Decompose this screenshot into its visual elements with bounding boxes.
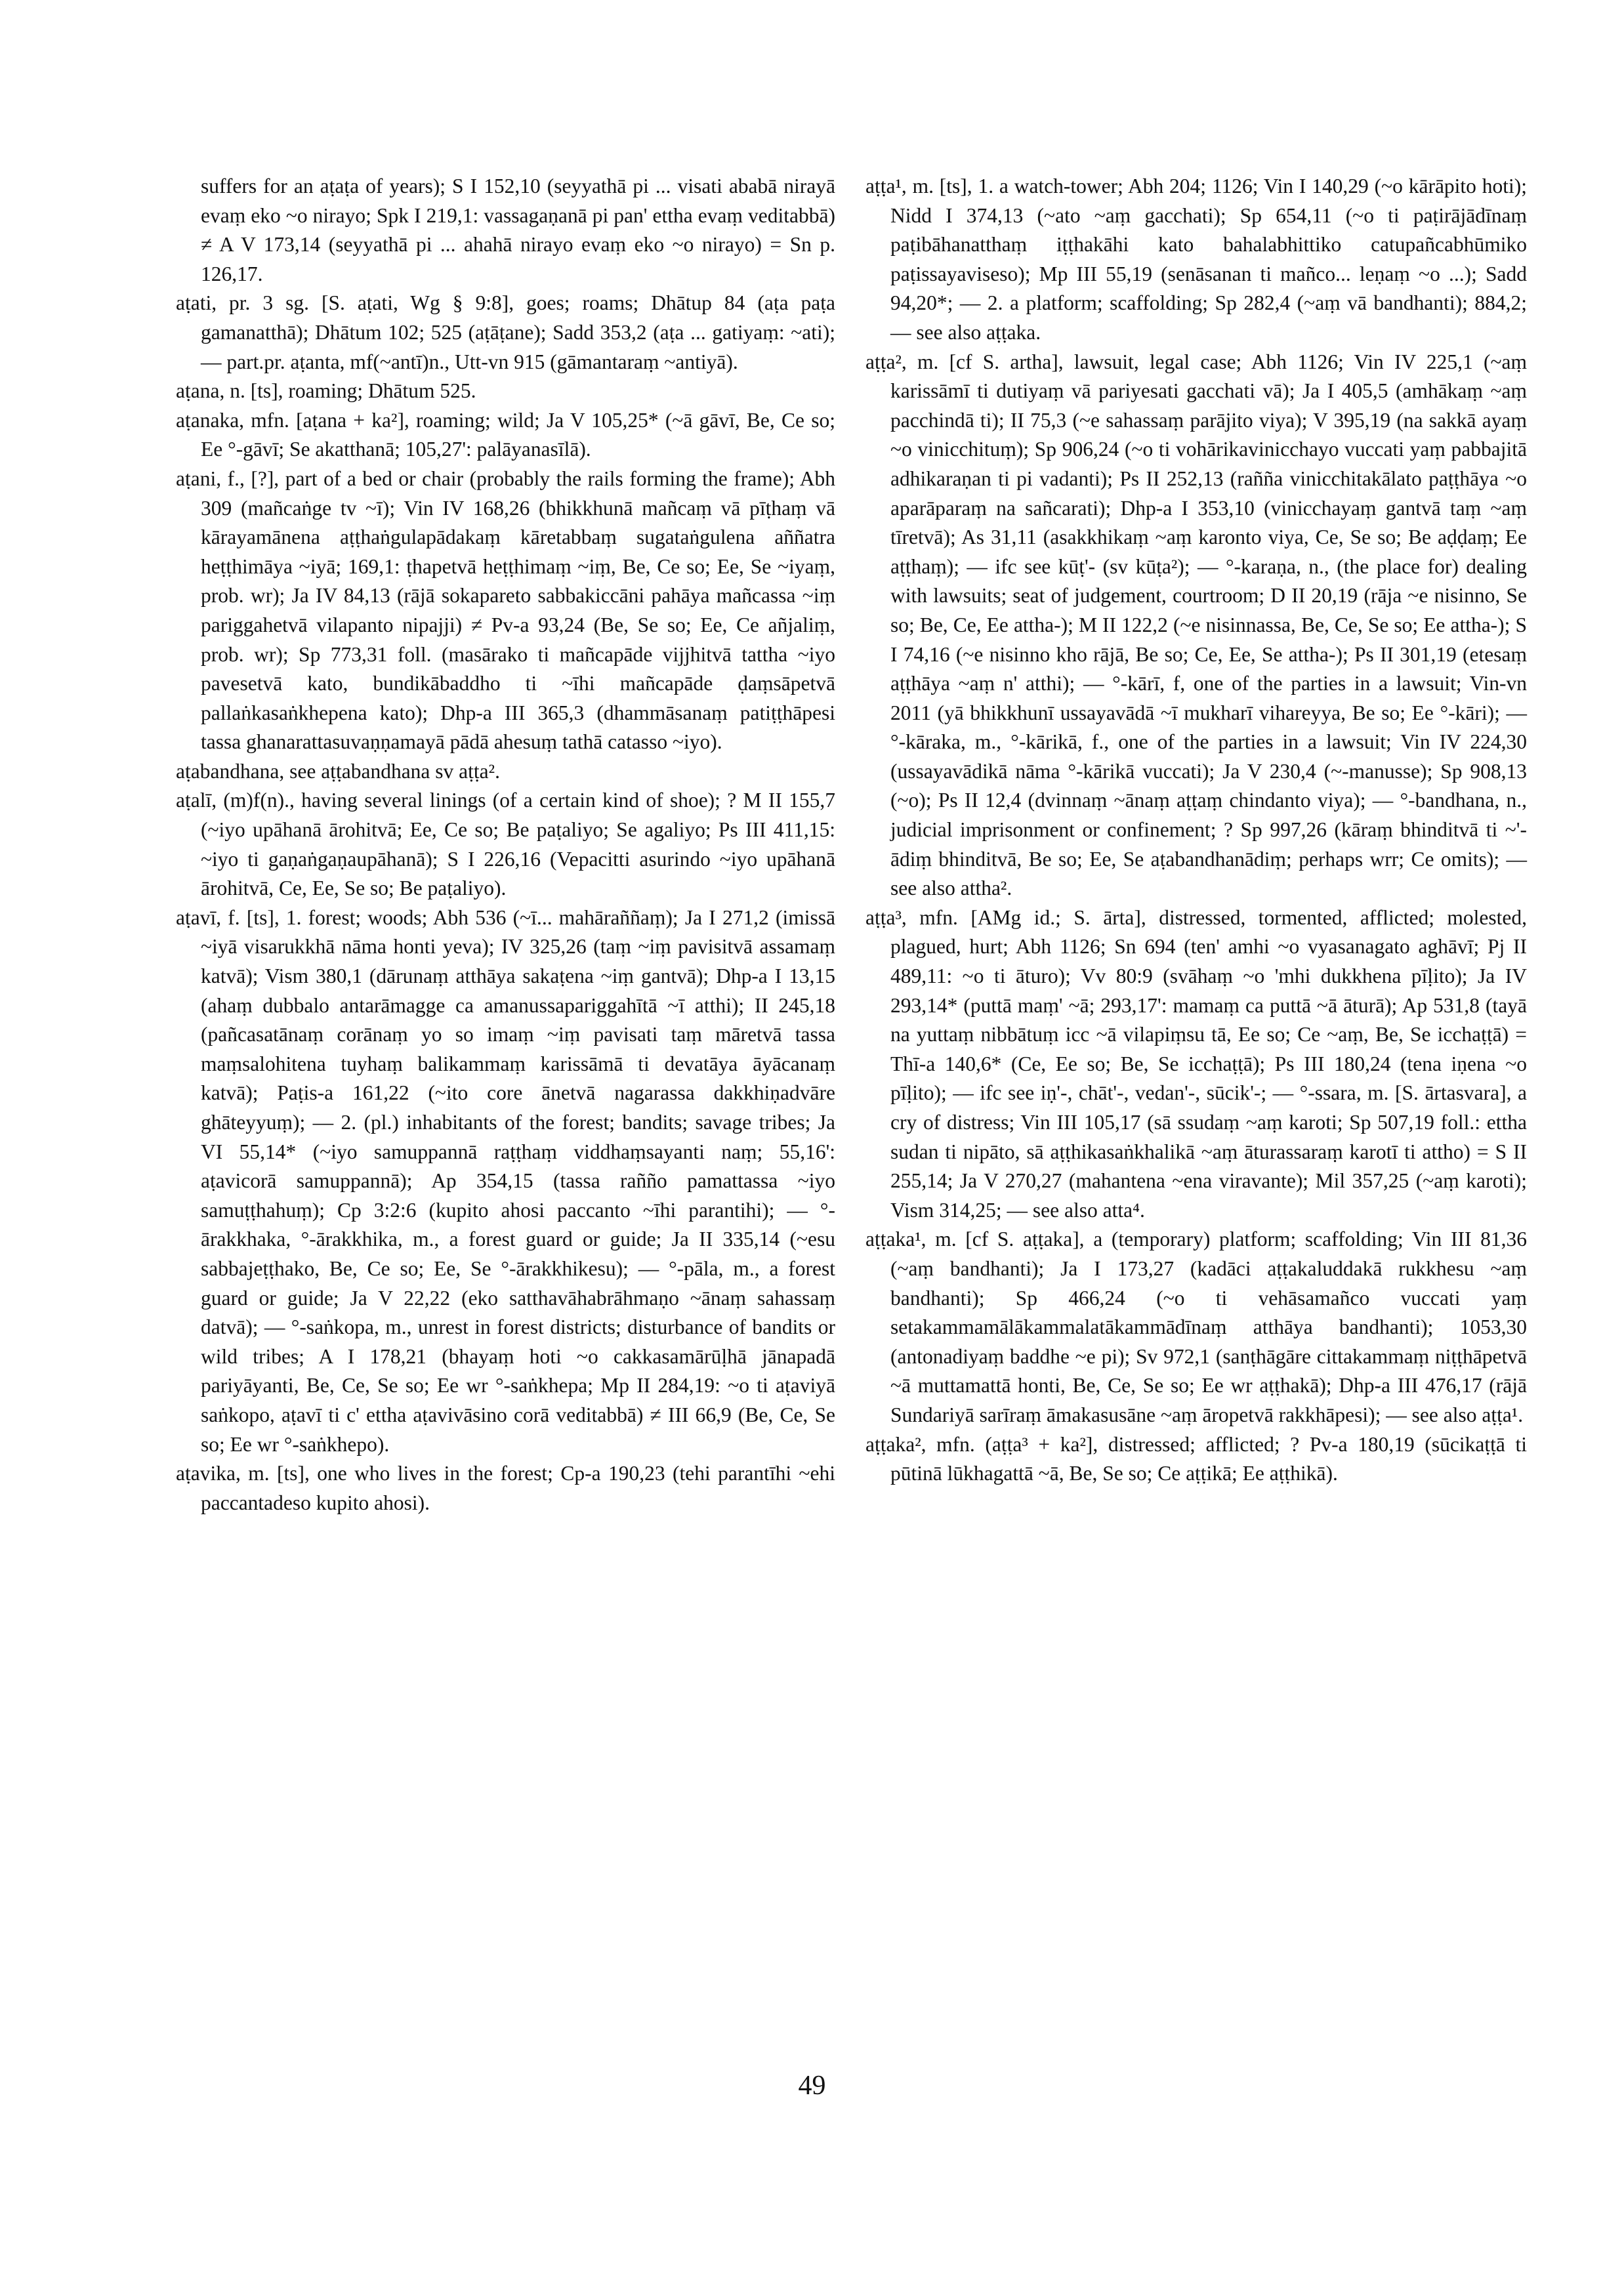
entry-atana: aṭana, n. [ts], roaming; Dhātum 525. <box>176 379 476 403</box>
entry-atavika: aṭavika, m. [ts], one who lives in the forest; Cp-a 190,23 (tehi parantīhi ~ehi paccantadeso kupito ahosi). <box>176 1462 835 1514</box>
entry-atta-1: aṭṭa¹, m. [ts], 1. a watch-tower; Abh 204; 1126; Vin I 140,29 (~o kārāpito hoti); Nidd I 374,13 (~ato ~aṃ gacchati); Sp 654,11 (~o ti paṭirājādīnaṃ paṭibāhanatthaṃ iṭṭhakāhi kato bahalabhittiko catupañcabhūmiko paṭissayaviseso); Mp III 55,19 (senāsanan ti mañco... leṇaṃ ~o ...); Sadd 94,20*; — 2. a platform; scaffolding; Sp 282,4 (~aṃ vā bandhanti); 884,2; — see also aṭṭaka. <box>865 175 1527 344</box>
left-column <box>176 172 835 1518</box>
entry-atanaka: aṭanaka, mfn. [aṭana + ka²], roaming; wild; Ja V 105,25* (~ā gāvī, Be, Ce so; Ee °-gāvī; Se akatthanā; 105,27': palāyanasīlā). <box>176 408 835 461</box>
entry-continuation: suffers for an aṭaṭa of years); S I 152,10 (seyyathā pi ... visati ababā nirayā evaṃ eko ~o nirayo; Spk I 219,1: vassagaṇanā pi pan' ettha evaṃ veditabbā) ≠ A V 173,14 (seyyathā pi ... ahahā nirayo evaṃ eko ~o nirayo) = Sn p. 126,17. <box>201 175 835 285</box>
entry-atta-3: aṭṭa³, mfn. [AMg id.; S. ārta], distressed, tormented, afflicted; molested, plagued, hurt; Abh 1126; Sn 694 (ten' amhi ~o vyasanagato aghāvī; Pj II 489,11: ~o ti āturo); Vv 80:9 (svāhaṃ ~o 'mhi dukkhena pīḷito); Ja IV 293,14* (puttā maṃ' ~ā; 293,17': mamaṃ ca puttā ~ā āturā); Ap 531,8 (tayā na yuttaṃ nibbātuṃ icc ~ā vilapiṃsu tā, Ee so; Ce ~aṃ, Be, Se icchaṭṭā) = Thī-a 140,6* (Ce, Ee so; Be, Se icchaṭṭā); Ps III 180,24 (tena iṇena ~o pīḷito); — ifc see iṇ'-, chāt'-, vedan'-, sūcik'-; — °-ssara, m. [S. ārtasvara], a cry of distress; Vin III 105,17 (sā ssudaṃ ~aṃ karoti; Sp 507,19 foll.: ettha sudan ti nipāto, sā aṭṭhikasaṅkhalikā ~aṃ āturassaraṃ karotī ti attho) = S II 255,14; Ja V 270,27 (mahantena ~ena viravante); Mil 357,25 (~aṃ karoti); Vism 314,25; — see also atta⁴. <box>865 905 1527 1222</box>
entry-attaka-1: aṭṭaka¹, m. [cf S. aṭṭaka], a (temporary) platform; scaffolding; Vin III 81,36 (~aṃ bandhanti); Ja I 173,27 (kadāci aṭṭakaluddakā rukkhesu ~aṃ bandhanti); Sp 466,24 (~o ti vehāsamañco vuccati yaṃ setakammamālākammalatākammādīnaṃ atthāya bandhanti); 1053,30 (antonadiyaṃ baddhe ~e pi); Sv 972,1 (sanṭhāgāre cittakammaṃ niṭṭhāpetvā ~ā muttamattā honti, Be, Ce, Se so; Ee wr aṭṭhakā); Dhp-a III 476,17 (rājā Sundariyā sarīraṃ āmakasusāne ~aṃ āropetvā rakkhāpesi); — see also aṭṭa¹. <box>865 1228 1527 1426</box>
entry-atavi: aṭavī, f. [ts], 1. forest; woods; Abh 536 (~ī... mahāraññaṃ); Ja I 271,2 (imissā ~iyā visarukkhā nāma honti yeva); IV 325,26 (taṃ ~iṃ pavisitvā assamaṃ katvā); Vism 380,1 (dārunaṃ atthāya sakaṭena ~iṃ gantvā); Dhp-a I 13,15 (ahaṃ dubbalo antarāmagge ca amanussapariggahītā ~ī atthi); II 245,18 (pañcasatānaṃ corānaṃ yo so imaṃ ~iṃ pavisati taṃ māretvā tassa maṃsalohitena tuyhaṃ balikammaṃ karissāmā ti devatāya āyācanaṃ katvā); Paṭis-a 161,22 (~ito core ānetvā nagarassa dakkhiṇadvāre ghāteyyuṃ); — 2. (pl.) inhabitants of the forest; bandits; savage tribes; Ja VI 55,14* (~iyo samuppannā raṭṭhaṃ viddhaṃsayanti naṃ; 55,16': aṭavicorā samuppannā); Ap 354,15 (tassa rañño pamattassa ~iyo samuṭṭhahuṃ); Cp 3:2:6 (kupito ahosi paccanto ~īhi parantihi); — °-ārakkhaka, °-ārakkhika, m., a forest guard or guide; Ja II 335,14 (~esu sabbajeṭṭhako, Be, Ce so; Ee, Se °-ārakkhikesu); — °-pāla, m., a forest guard or guide; Ja V 22,22 (eko satthavāhabrāhmaṇo ~ānaṃ sahassaṃ datvā); — °-saṅkopa, m., unrest in forest districts; disturbance of bandits or wild tribes; A I 178,21 (bhayaṃ hoti ~o cakkasamārūḷhā jānapadā pariyāyanti, Be, Ce, Se so; Ee wr °-saṅkhepa; Mp II 284,19: ~o ti aṭaviyā saṅkopo, aṭavī ti c' ettha aṭavivāsino corā veditabbā) ≠ III 66,9 (Be, Ce, Se so; Ee wr °-saṅkhepo). <box>176 905 835 1456</box>
entry-atani: aṭani, f., [?], part of a bed or chair (probably the rails forming the frame); Abh 309 (mañcaṅge tv ~ī); Vin IV 168,26 (bhikkhunā mañcaṃ vā pīṭhaṃ vā kārayamānena aṭṭhaṅgulapādakaṃ kāretabbaṃ sugataṅgulena aññatra heṭṭhimāya ~iyā; 169,1: ṭhapetvā heṭṭhimaṃ ~iṃ, Be, Ce so; Ee, Se ~iyaṃ, prob. wr); Ja IV 84,13 (rājā sokapareto sabbakiccāni pahāya mañcassa ~iṃ pariggahetvā vilapanto nipajji) ≠ Pv-a 93,24 (Be, Se so; Ee, Ce añjaliṃ, prob. wr); Sp 773,31 foll. (masārako ti mañcapāde vijjhitvā tattha ~iyo pavesetvā kato, bundikābaddho ti ~īhi mañcapāde ḍaṃsāpetvā pallaṅkasaṅkhepena kato); Dhp-a III 365,3 (dhammāsanaṃ patiṭṭhāpesi tassa ghanarattasuvaṇṇamayā pādā ahesuṃ tathā catasso ~iyo). <box>176 466 835 754</box>
entry-attaka-2: aṭṭaka², mfn. (aṭṭa³ + ka²], distressed; afflicted; ? Pv-a 180,19 (sūcikaṭṭā ti pūtinā lūkhagattā ~ā, Be, Se so; Ce aṭṭikā; Ee aṭṭhikā). <box>865 1432 1527 1485</box>
entry-atabandhana: aṭabandhana, see aṭṭabandhana sv aṭṭa². <box>176 759 500 783</box>
entry-atali: aṭalī, (m)f(n)., having several linings (of a certain kind of shoe); ? M II 155,7 (~iyo upāhanā ārohitvā; Ee, Ce so; Be paṭaliyo; Se agaliyo; Ps III 411,15: ~iyo ti gaṇaṅgaṇaupāhanā); S I 226,16 (Vepacitti asurindo ~iyo upāhanā ārohitvā, Ce, Ee, Se so; Be paṭaliyo). <box>176 789 835 900</box>
entry-atta-2: aṭṭa², m. [cf S. artha], lawsuit, legal case; Abh 1126; Vin IV 225,1 (~aṃ karissāmī ti dutiyaṃ vā pariyesati gacchati vā); Ja I 405,5 (amhākaṃ ~aṃ pacchindā ti); II 75,3 (~e sahassaṃ parājito viya); V 395,19 (na sakkā ayaṃ ~o vinicchituṃ); Sp 906,24 (~o ti vohārikavinicchayo vuccati yaṃ pabbajitā adhikaraṇan ti pi vadanti); Ps II 252,13 (rañña vinicchitakālato paṭṭhāya ~o aparāparaṃ na sañcarati); Dhp-a I 353,10 (vinicchayaṃ gantvā taṃ ~aṃ tīretvā); As 31,11 (asakkhikaṃ ~aṃ karonto viya, Ce, Se so; Be aḍḍaṃ; Ee aṭṭhaṃ); — ifc see kūṭ'- (sv kūṭa²); — °-karaṇa, n., (the place for) dealing with lawsuits; seat of judgement, courtroom; D II 20,19 (rāja ~e nisinno, Se so; Be, Ce, Ee attha-); M II 122,2 (~e nisinnassa, Be, Ce, Se so; Ee attha-); S I 74,16 (~e nisinno kho rājā, Be so; Ce, Ee, Se attha-); Ps II 301,19 (etesaṃ aṭṭhāya ~aṃ n' atthi); — °-kārī, f, one of the parties in a lawsuit; Vin-vn 2011 (yā bhikkhunī ussayavādā ~ī mukharī vihareyya, Be so; Ee °-kāri); — °-kāraka, m., °-kārikā, f., one of the parties in a lawsuit; Vin IV 224,30 (ussayavādikā nāma °-kārikā vuccati); Ja V 230,4 (~-manusse); Sp 908,13 (~o); Ps II 12,4 (dvinnaṃ ~ānaṃ aṭṭaṃ chindanto viya); — °-bandhana, n., judicial imprisonment or confinement; ? Sp 997,26 (kāraṃ bhinditvā ti ~'-ādiṃ bhinditvā, Be so; Ee, Se aṭabandhanādiṃ; perhaps wrr; Ce omits); — see also attha². <box>865 350 1527 900</box>
entry-atati: aṭati, pr. 3 sg. [S. aṭati, Wg § 9:8], goes; roams; Dhātup 84 (aṭa paṭa gamanatthā); Dhātum 102; 525 (aṭāṭane); Sadd 353,2 (aṭa ... gatiyaṃ: ~ati); — part.pr. aṭanta, mf(~antī)n., Utt-vn 915 (gāmantaraṃ ~antiyā). <box>176 291 835 373</box>
right-column <box>865 172 1527 1489</box>
page-number: 49 <box>798 2071 826 2101</box>
